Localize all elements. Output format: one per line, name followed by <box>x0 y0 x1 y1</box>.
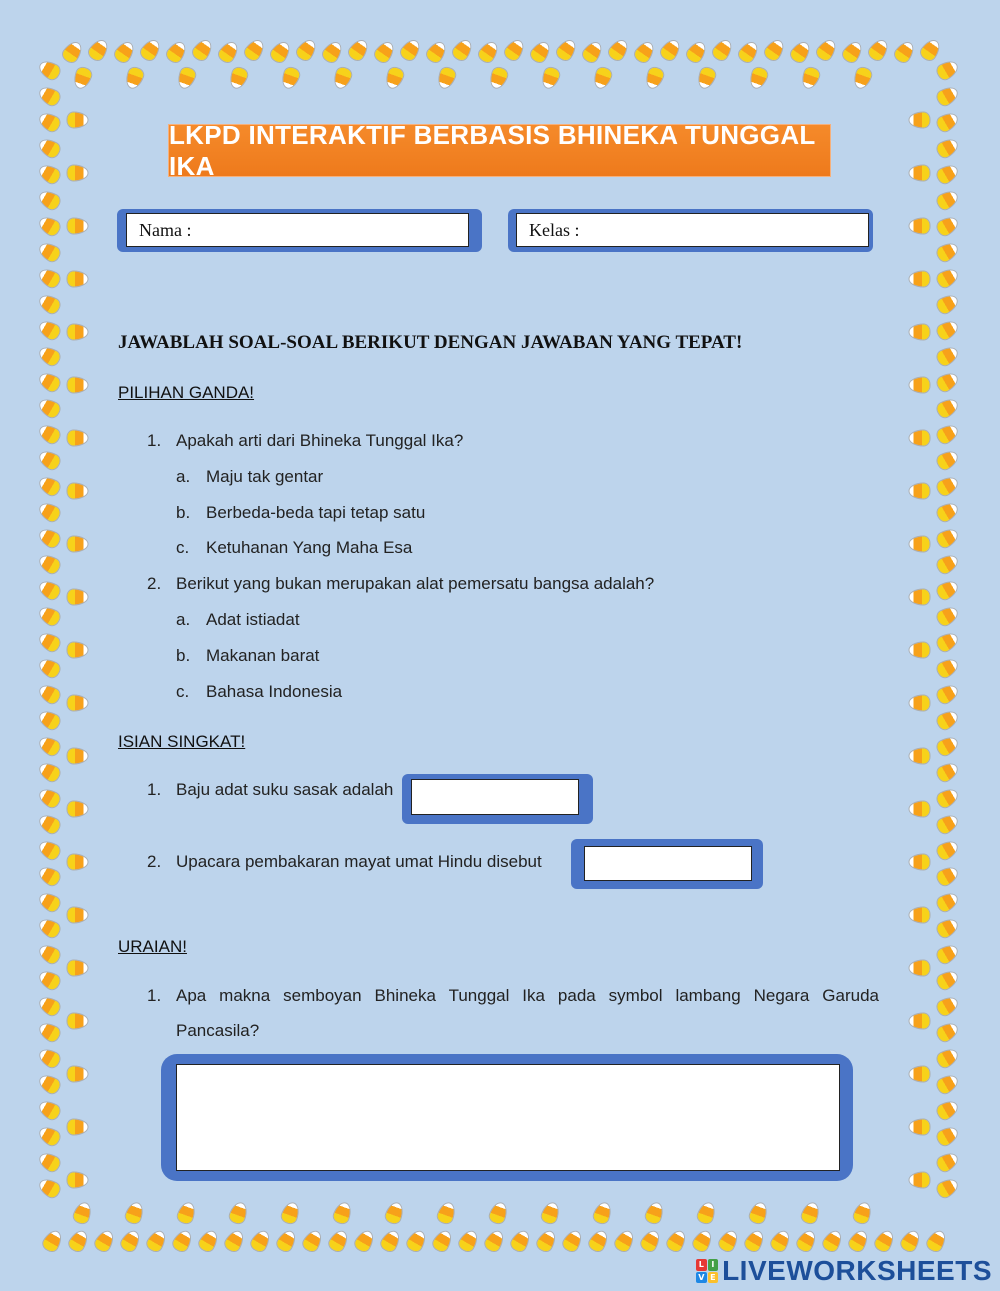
candy-corn-icon <box>581 40 605 65</box>
candy-corn-icon <box>37 215 62 238</box>
sa-question-1-number: 1. <box>147 780 162 799</box>
candy-corn-icon <box>935 345 960 368</box>
candy-corn-icon <box>399 38 423 63</box>
logo-letter: E <box>708 1272 719 1284</box>
class-label: Kelas : <box>529 219 580 240</box>
option-text: Adat istiadat <box>206 610 300 629</box>
essay-heading: URAIAN! <box>118 937 187 956</box>
candy-corn-icon <box>592 1201 613 1225</box>
candy-corn-icon <box>935 111 960 134</box>
candy-corn-icon <box>503 38 527 63</box>
candy-corn-icon <box>243 38 267 63</box>
candy-corn-icon <box>68 378 88 393</box>
candy-corn-icon <box>321 40 345 65</box>
candy-corn-icon <box>68 749 88 764</box>
candy-corn-icon <box>795 1229 818 1254</box>
essay-question-1-line-2: Pancasila? <box>176 1021 260 1040</box>
candy-corn-icon <box>373 40 397 65</box>
option-text: Bahasa Indonesia <box>206 682 343 701</box>
candy-corn-icon <box>68 590 88 605</box>
candy-corn-icon <box>37 137 62 160</box>
candy-corn-icon <box>935 787 960 810</box>
candy-corn-icon <box>910 908 930 923</box>
candy-corn-icon <box>41 1229 64 1254</box>
candy-corn-icon <box>457 1229 480 1254</box>
candy-corn-icon <box>384 66 405 90</box>
candy-corn-icon <box>37 579 62 602</box>
class-input[interactable] <box>579 213 868 247</box>
candy-corn-icon <box>847 1229 870 1254</box>
candy-corn-icon <box>935 423 960 446</box>
candy-corn-icon <box>821 1229 844 1254</box>
candy-corn-icon <box>68 961 88 976</box>
candy-corn-icon <box>893 40 917 65</box>
candy-corn-icon <box>925 1229 948 1254</box>
candy-corn-icon <box>384 1201 405 1225</box>
candy-corn-icon <box>165 40 189 65</box>
candy-corn-icon <box>935 605 960 628</box>
candy-corn-icon <box>280 1201 301 1225</box>
candy-corn-icon <box>711 38 735 63</box>
logo-letter: V <box>696 1272 707 1284</box>
candy-corn-icon <box>379 1229 402 1254</box>
candy-corn-icon <box>113 40 137 65</box>
candy-corn-icon <box>37 397 62 420</box>
candy-corn-icon <box>587 1229 610 1254</box>
candy-corn-icon <box>919 38 943 63</box>
candy-corn-icon <box>124 66 145 90</box>
candy-corn-icon <box>935 1099 960 1122</box>
candy-corn-icon <box>935 163 960 186</box>
candy-corn-icon <box>124 1201 145 1225</box>
candy-corn-icon <box>37 813 62 836</box>
candy-corn-icon <box>353 1229 376 1254</box>
candy-corn-icon <box>37 85 62 108</box>
candy-corn-icon <box>540 1201 561 1225</box>
candy-corn-icon <box>841 40 865 65</box>
liveworksheets-brand[interactable] <box>696 1255 992 1287</box>
candy-corn-icon <box>935 215 960 238</box>
candy-corn-icon <box>800 1201 821 1225</box>
candy-corn-icon <box>873 1229 896 1254</box>
candy-corn-icon <box>633 40 657 65</box>
candy-corn-icon <box>935 449 960 472</box>
candy-corn-icon <box>935 761 960 784</box>
mc-q1-option-b[interactable] <box>0 503 520 525</box>
candy-corn-icon <box>696 1201 717 1225</box>
candy-corn-icon <box>852 66 873 90</box>
candy-corn-icon <box>436 1201 457 1225</box>
candy-corn-icon <box>935 189 960 212</box>
candy-corn-icon <box>935 657 960 680</box>
candy-corn-icon <box>477 40 501 65</box>
candy-corn-icon <box>488 66 509 90</box>
sa-answer-1-input[interactable] <box>412 780 578 814</box>
candy-corn-icon <box>483 1229 506 1254</box>
candy-corn-icon <box>935 59 960 82</box>
candy-corn-icon <box>910 643 930 658</box>
candy-corn-icon <box>68 272 88 287</box>
mc-question-1-text: Apakah arti dari Bhineka Tunggal Ika? <box>176 431 464 450</box>
option-text: Maju tak gentar <box>206 467 324 486</box>
sa-answer-1-box <box>411 779 579 815</box>
candy-corn-icon <box>910 272 930 287</box>
candy-corn-icon <box>935 85 960 108</box>
sa-question-1-text: Baju adat suku sasak adalah <box>176 780 394 799</box>
candy-corn-icon <box>935 579 960 602</box>
candy-corn-icon <box>935 475 960 498</box>
candy-corn-icon <box>228 66 249 90</box>
short-answer-heading: ISIAN SINGKAT! <box>118 732 246 751</box>
candy-corn-icon <box>37 1021 62 1044</box>
candy-corn-icon <box>197 1229 220 1254</box>
candy-corn-icon <box>910 431 930 446</box>
candy-corn-icon <box>68 855 88 870</box>
candy-corn-icon <box>910 961 930 976</box>
candy-corn-icon <box>332 1201 353 1225</box>
candy-corn-icon <box>509 1229 532 1254</box>
essay-question-1-number: 1. <box>147 986 162 1005</box>
candy-corn-icon <box>68 1173 88 1188</box>
option-letter: a. <box>176 610 191 629</box>
candy-corn-icon <box>119 1229 142 1254</box>
mc-q2-option-c[interactable] <box>0 682 520 704</box>
candy-corn-icon <box>935 1151 960 1174</box>
candy-corn-icon <box>280 66 301 90</box>
candy-corn-icon <box>68 1120 88 1135</box>
candy-corn-icon <box>935 865 960 888</box>
option-text: Makanan barat <box>206 646 320 665</box>
candy-corn-icon <box>644 66 665 90</box>
candy-corn-icon <box>191 38 215 63</box>
candy-corn-icon <box>37 995 62 1018</box>
candy-corn-icon <box>269 40 293 65</box>
candy-corn-icon <box>910 325 930 340</box>
candy-corn-icon <box>769 1229 792 1254</box>
candy-corn-icon <box>217 40 241 65</box>
candy-corn-icon <box>910 1173 930 1188</box>
candy-corn-icon <box>935 293 960 316</box>
candy-corn-icon <box>910 1120 930 1135</box>
candy-corn-icon <box>37 371 62 394</box>
candy-corn-icon <box>37 1125 62 1148</box>
candy-corn-icon <box>540 66 561 90</box>
candy-corn-icon <box>37 293 62 316</box>
candy-corn-icon <box>743 1229 766 1254</box>
candy-corn-icon <box>910 219 930 234</box>
candy-corn-icon <box>717 1229 740 1254</box>
essay-question-1-line-1: Apa makna semboyan Bhineka Tunggal Ika pada symbol lambang Negara Garuda <box>176 986 879 1005</box>
candy-corn-icon <box>555 38 579 63</box>
logo-letter: I <box>708 1259 719 1271</box>
mc-question-2-number: 2. <box>147 574 162 593</box>
option-text: Ketuhanan Yang Maha Esa <box>206 538 413 557</box>
candy-corn-icon <box>639 1229 662 1254</box>
candy-corn-icon <box>171 1229 194 1254</box>
candy-corn-icon <box>37 319 62 342</box>
candy-corn-icon <box>935 1125 960 1148</box>
candy-corn-icon <box>425 40 449 65</box>
candy-corn-icon <box>37 59 62 82</box>
candy-corn-icon <box>935 267 960 290</box>
name-label: Nama : <box>139 219 192 240</box>
instruction-text: JAWABLAH SOAL-SOAL BERIKUT DENGAN JAWABAN YANG TEPAT! <box>118 332 743 353</box>
candy-corn-icon <box>37 189 62 212</box>
candy-corn-icon <box>899 1229 922 1254</box>
candy-corn-icon <box>613 1229 636 1254</box>
candy-corn-icon <box>685 40 709 65</box>
candy-corn-icon <box>935 917 960 940</box>
candy-corn-icon <box>910 590 930 605</box>
candy-corn-icon <box>37 111 62 134</box>
candy-corn-icon <box>37 839 62 862</box>
candy-corn-icon <box>145 1229 168 1254</box>
candy-corn-icon <box>295 38 319 63</box>
sa-question-2-number: 2. <box>147 852 162 871</box>
name-field[interactable] <box>126 213 469 247</box>
candy-corn-icon <box>37 1047 62 1070</box>
candy-corn-icon <box>800 66 821 90</box>
candy-corn-icon <box>68 325 88 340</box>
candy-corn-icon <box>139 38 163 63</box>
candy-corn-icon <box>935 1047 960 1070</box>
candy-corn-icon <box>68 802 88 817</box>
candy-corn-icon <box>436 66 457 90</box>
candy-corn-icon <box>37 1151 62 1174</box>
mc-q2-option-b[interactable] <box>0 646 520 668</box>
candy-corn-icon <box>535 1229 558 1254</box>
option-letter: c. <box>176 538 190 557</box>
candy-corn-icon <box>68 219 88 234</box>
candy-corn-icon <box>68 113 88 128</box>
candy-corn-icon <box>37 163 62 186</box>
candy-corn-icon <box>332 66 353 90</box>
candy-corn-icon <box>789 40 813 65</box>
candy-corn-icon <box>691 1229 714 1254</box>
logo-letter: L <box>696 1259 707 1271</box>
candy-corn-icon <box>561 1229 584 1254</box>
option-letter: b. <box>176 646 191 665</box>
candy-corn-icon <box>275 1229 298 1254</box>
candy-corn-icon <box>37 241 62 264</box>
candy-corn-icon <box>935 501 960 524</box>
candy-corn-icon <box>910 802 930 817</box>
name-input[interactable] <box>191 213 468 247</box>
multiple-choice-heading: PILIHAN GANDA! <box>118 383 255 402</box>
candy-corn-icon <box>852 1201 873 1225</box>
mc-q2-option-a[interactable] <box>0 610 520 632</box>
candy-corn-icon <box>607 38 631 63</box>
candy-corn-icon <box>659 38 683 63</box>
candy-corn-icon <box>68 431 88 446</box>
worksheet-title: LKPD INTERAKTIF BERBASIS BHINEKA TUNGGAL IKA <box>168 124 831 177</box>
candy-corn-icon <box>431 1229 454 1254</box>
candy-corn-icon <box>696 66 717 90</box>
candy-corn-icon <box>451 38 475 63</box>
candy-corn-icon <box>935 1073 960 1096</box>
candy-corn-icon <box>592 66 613 90</box>
candy-corn-icon <box>37 969 62 992</box>
candy-corn-icon <box>910 855 930 870</box>
candy-corn-icon <box>935 397 960 420</box>
candy-corn-icon <box>935 241 960 264</box>
candy-corn-icon <box>910 378 930 393</box>
candy-corn-icon <box>815 38 839 63</box>
candy-corn-icon <box>935 371 960 394</box>
candy-corn-icon <box>37 761 62 784</box>
mc-question-1-number: 1. <box>147 431 162 450</box>
candy-corn-icon <box>67 1229 90 1254</box>
candy-corn-icon <box>867 38 891 63</box>
sa-question-2-text: Upacara pembakaran mayat umat Hindu disebut <box>176 852 542 871</box>
candy-corn-icon <box>910 166 930 181</box>
candy-corn-icon <box>37 709 62 732</box>
candy-corn-icon <box>935 631 960 654</box>
option-letter: a. <box>176 467 191 486</box>
candy-corn-icon <box>935 995 960 1018</box>
sa-answer-2-box <box>584 846 752 881</box>
candy-corn-icon <box>327 1229 350 1254</box>
candy-corn-icon <box>529 40 553 65</box>
liveworksheets-logo-icon <box>696 1259 718 1283</box>
candy-corn-icon <box>37 267 62 290</box>
candy-corn-icon <box>935 709 960 732</box>
candy-corn-icon <box>935 891 960 914</box>
candy-corn-icon <box>347 38 371 63</box>
candy-corn-icon <box>644 1201 665 1225</box>
candy-corn-icon <box>748 1201 769 1225</box>
candy-corn-icon <box>176 1201 197 1225</box>
candy-corn-icon <box>72 1201 93 1225</box>
option-letter: c. <box>176 682 190 701</box>
candy-corn-icon <box>223 1229 246 1254</box>
candy-corn-icon <box>87 38 111 63</box>
candy-corn-icon <box>68 166 88 181</box>
candy-corn-icon <box>176 66 197 90</box>
candy-corn-icon <box>935 735 960 758</box>
candy-corn-icon <box>37 865 62 888</box>
option-letter: b. <box>176 503 191 522</box>
candy-corn-icon <box>301 1229 324 1254</box>
candy-corn-icon <box>910 537 930 552</box>
candy-corn-icon <box>910 1014 930 1029</box>
candy-corn-icon <box>748 66 769 90</box>
candy-corn-icon <box>37 345 62 368</box>
candy-corn-icon <box>68 908 88 923</box>
essay-answer-box <box>176 1064 840 1171</box>
candy-corn-icon <box>935 137 960 160</box>
candy-corn-icon <box>935 943 960 966</box>
candy-corn-icon <box>935 319 960 342</box>
candy-corn-icon <box>665 1229 688 1254</box>
candy-corn-icon <box>37 1073 62 1096</box>
liveworksheets-text: LIVEWORKSHEETS <box>722 1255 992 1286</box>
candy-corn-icon <box>910 484 930 499</box>
candy-corn-icon <box>935 1177 960 1200</box>
mc-q1-option-a[interactable] <box>0 467 520 489</box>
candy-corn-icon <box>737 40 761 65</box>
candy-corn-icon <box>68 1067 88 1082</box>
candy-corn-icon <box>910 696 930 711</box>
option-text: Berbeda-beda tapi tetap satu <box>206 503 426 522</box>
candy-corn-icon <box>935 527 960 550</box>
candy-corn-icon <box>935 683 960 706</box>
candy-corn-icon <box>910 749 930 764</box>
candy-corn-icon <box>68 1014 88 1029</box>
candy-corn-icon <box>935 813 960 836</box>
candy-corn-icon <box>37 1177 62 1200</box>
sa-answer-2-input[interactable] <box>585 847 751 880</box>
candy-corn-icon <box>37 423 62 446</box>
candy-corn-icon <box>935 969 960 992</box>
essay-answer-input[interactable] <box>177 1065 839 1170</box>
candy-corn-icon <box>93 1229 116 1254</box>
candy-corn-icon <box>488 1201 509 1225</box>
candy-corn-icon <box>37 891 62 914</box>
candy-corn-icon <box>37 917 62 940</box>
candy-corn-icon <box>249 1229 272 1254</box>
candy-corn-icon <box>935 553 960 576</box>
candy-corn-icon <box>37 787 62 810</box>
candy-corn-icon <box>910 113 930 128</box>
candy-corn-icon <box>37 943 62 966</box>
mc-q1-option-c[interactable] <box>0 538 520 560</box>
candy-corn-icon <box>935 1021 960 1044</box>
candy-corn-icon <box>37 735 62 758</box>
candy-corn-icon <box>935 839 960 862</box>
candy-corn-icon <box>910 1067 930 1082</box>
candy-corn-icon <box>763 38 787 63</box>
candy-corn-icon <box>405 1229 428 1254</box>
class-field[interactable] <box>516 213 869 247</box>
mc-question-2-text: Berikut yang bukan merupakan alat pemersatu bangsa adalah? <box>176 574 655 593</box>
candy-corn-icon <box>37 1099 62 1122</box>
candy-corn-icon <box>228 1201 249 1225</box>
candy-corn-icon <box>61 40 85 65</box>
candy-corn-icon <box>72 66 93 90</box>
